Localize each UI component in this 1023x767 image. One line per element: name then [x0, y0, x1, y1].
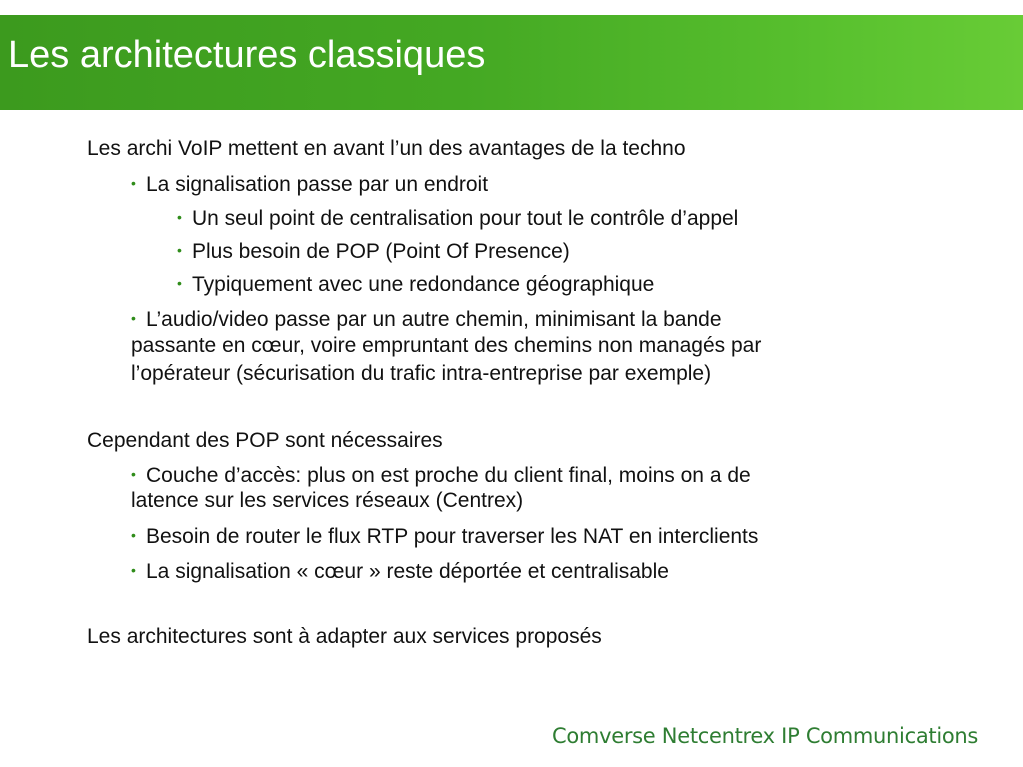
sub-bullet-pop — [177, 237, 570, 265]
bullet-media-line-2: passante en cœur, voire empruntant des chemins non managés par — [131, 334, 762, 357]
bullet-signal — [131, 170, 488, 198]
bullet-icon: • — [131, 310, 136, 326]
conclusion-text: Les architectures sont à adapter aux services proposés — [87, 625, 602, 648]
bullet-icon: • — [177, 242, 182, 258]
bullet-rtp — [131, 522, 758, 550]
bullet-signal-core — [131, 557, 669, 585]
title-bar — [0, 15, 1023, 110]
footer-brand: Comverse Netcentrex IP Communications — [552, 724, 979, 748]
intro-text: Les archi VoIP mettent en avant l’un des avantages de la techno — [87, 137, 686, 160]
sub-bullet-text: Typiquement avec une redondance géographique — [192, 273, 655, 296]
bullet-icon: • — [131, 466, 136, 482]
bullet-signal-core-text: La signalisation « cœur » reste déportée et centralisable — [146, 560, 669, 583]
bullet-media-line-1 — [131, 305, 722, 333]
bullet-rtp-text: Besoin de router le flux RTP pour traverser les NAT en interclients — [146, 525, 759, 548]
slide-title: Les architectures classiques — [8, 34, 486, 76]
pop-heading: Cependant des POP sont nécessaires — [87, 429, 443, 452]
sub-bullet-text: Plus besoin de POP (Point Of Presence) — [192, 240, 570, 263]
bullet-icon: • — [177, 209, 182, 225]
bullet-media-text: L’audio/video passe par un autre chemin, minimisant la bande — [146, 308, 722, 331]
bullet-access-line-1 — [131, 461, 751, 489]
bullet-access-text: Couche d’accès: plus on est proche du client final, moins on a de — [146, 464, 751, 487]
bullet-icon: • — [177, 275, 182, 291]
sub-bullet-centralisation — [177, 204, 738, 232]
bullet-icon: • — [131, 562, 136, 578]
bullet-media-line-3: l’opérateur (sécurisation du trafic intra-entreprise par exemple) — [131, 362, 712, 385]
bullet-icon: • — [131, 175, 136, 191]
bullet-icon: • — [131, 527, 136, 543]
bullet-access-line-2: latence sur les services réseaux (Centrex) — [131, 489, 524, 512]
sub-bullet-redondance — [177, 270, 654, 298]
bullet-signal-text: La signalisation passe par un endroit — [146, 173, 489, 196]
sub-bullet-text: Un seul point de centralisation pour tout le contrôle d’appel — [192, 207, 739, 230]
